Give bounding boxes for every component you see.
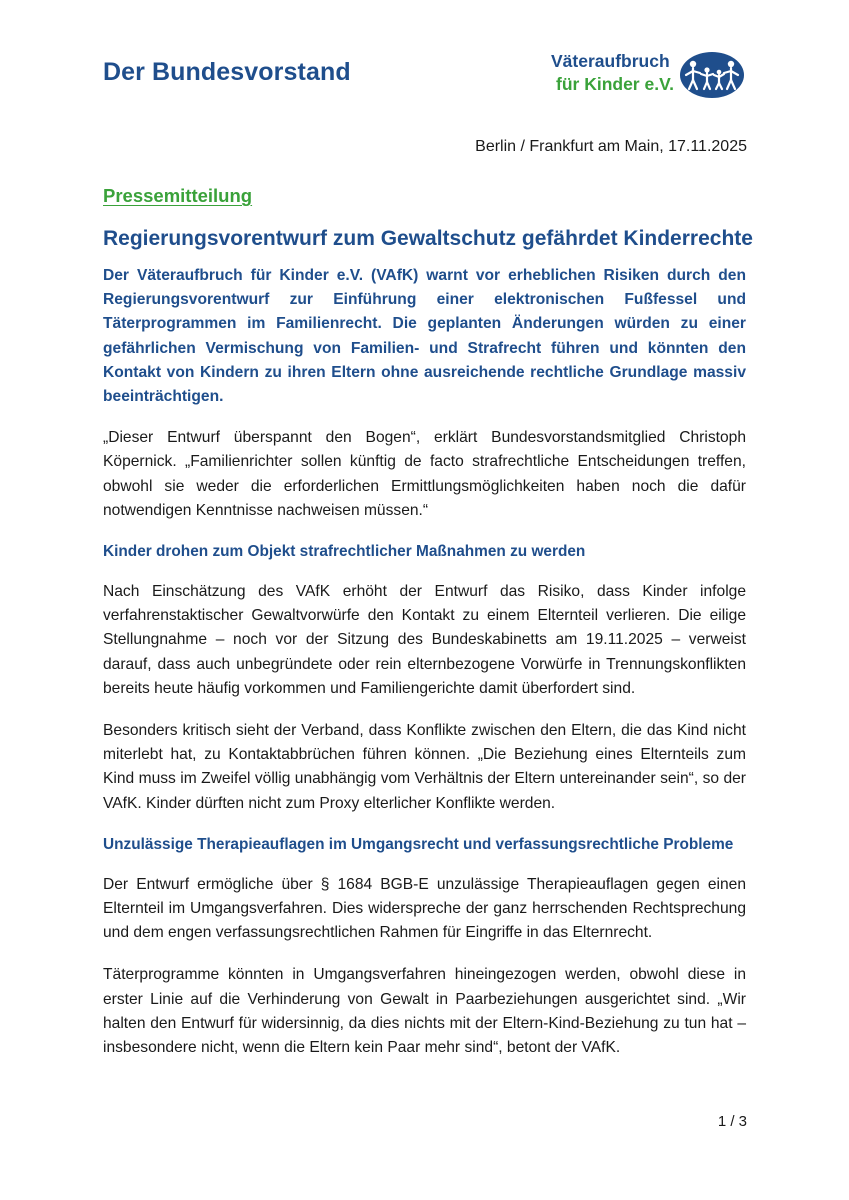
paragraph-quote-koepernick: „Dieser Entwurf überspannt den Bogen“, erklärt Bundesvorstandsmitglied Christoph Köpernick. „Familienrichter sollen künftig de facto strafrechtliche Entscheidungen treffen, obwohl sie weder die erforderlichen Ermittlungsmöglichkeiten haben noch die dafür notwendigen Kenntnisse nachweisen müssen.“ bbox=[103, 429, 746, 519]
page-number: 1 / 3 bbox=[717, 1113, 747, 1130]
subheading-therapy-conditions: Unzulässige Therapieauflagen im Umgangsrecht und verfassungsrechtliche Probleme bbox=[103, 835, 734, 853]
press-release-label: Pressemitteilung bbox=[103, 185, 253, 206]
subheading-children-object: Kinder drohen zum Objekt strafrechtlicher Maßnahmen zu werden bbox=[103, 543, 586, 561]
page-header-title: Der Bundesvorstand bbox=[103, 58, 351, 86]
lead-paragraph: Der Väteraufbruch für Kinder e.V. (VAfK) warnt vor erheblichen Risiken durch den Regierungsvorentwurf zur Einführung einer elektronischen Fußfessel und Täterprogrammen im Familienrecht. Die geplanten Änderungen würden zu einer gefährlichen Vermischung von Familien- und Strafrecht führen und könnten den Kontakt von Kindern zu ihren Eltern ohne ausreichende rechtliche Grundlage massiv beeinträchtigen. bbox=[103, 267, 746, 406]
family-figures-icon bbox=[679, 51, 745, 99]
paragraph-bgb-1684: Der Entwurf ermögliche über § 1684 BGB-E unzulässige Therapieauflagen gegen einen Elternteil im Umgangsverfahren. Dies widerspreche der ganz herrschenden Rechtsprechung und dem engen verfassungsrechtlichen Rahmen für Eingriffe in das Elternrecht. bbox=[103, 875, 746, 942]
organization-logo bbox=[548, 50, 748, 100]
logo-text-line1: Väteraufbruch bbox=[551, 51, 670, 71]
date-line: Berlin / Frankfurt am Main, 17.11.2025 bbox=[475, 138, 747, 155]
headline: Regierungsvorentwurf zum Gewaltschutz gefährdet Kinderrechte bbox=[103, 227, 753, 250]
article-body bbox=[103, 264, 746, 1078]
paragraph-risk-assessment: Nach Einschätzung des VAfK erhöht der Entwurf das Risiko, dass Kinder infolge verfahrenstaktischer Gewaltvorwürfe den Kontakt zu einem Elternteil verlieren. Die eilige Stellungnahme – noch vor der Sitzung des Bundeskabinetts am 19.11.2025 – verweist darauf, dass auch unbegründete oder rein elternbezogene Vorwürfe in Trennungskonflikten bereits heute häufig vorkommen und Familiengerichte damit überfordert sind. bbox=[103, 583, 746, 697]
paragraph-parent-conflicts: Besonders kritisch sieht der Verband, dass Konflikte zwischen den Eltern, die das Kind nicht miterlebt hat, zu Kontaktabbrüchen führen können. „Die Beziehung eines Elternteils zum Kind muss im Zweifel völlig unabhängig vom Verhältnis der Eltern untereinander sein“, so der VAfK. Kinder dürften nicht zum Proxy elterlicher Konflikte werden. bbox=[103, 722, 746, 812]
paragraph-perpetrator-programs: Täterprogramme könnten in Umgangsverfahren hineingezogen werden, obwohl diese in erster Linie auf die Verhinderung von Gewalt in Paarbeziehungen ausgerichtet sind. „Wir halten den Entwurf für widersinnig, da dies nichts mit der Eltern-Kind-Beziehung zu tun hat – insbesondere nicht, wenn die Eltern kein Paar mehr sind“, betont der VAfK. bbox=[103, 966, 746, 1057]
logo-text-line2: für Kinder e.V. bbox=[556, 74, 674, 94]
